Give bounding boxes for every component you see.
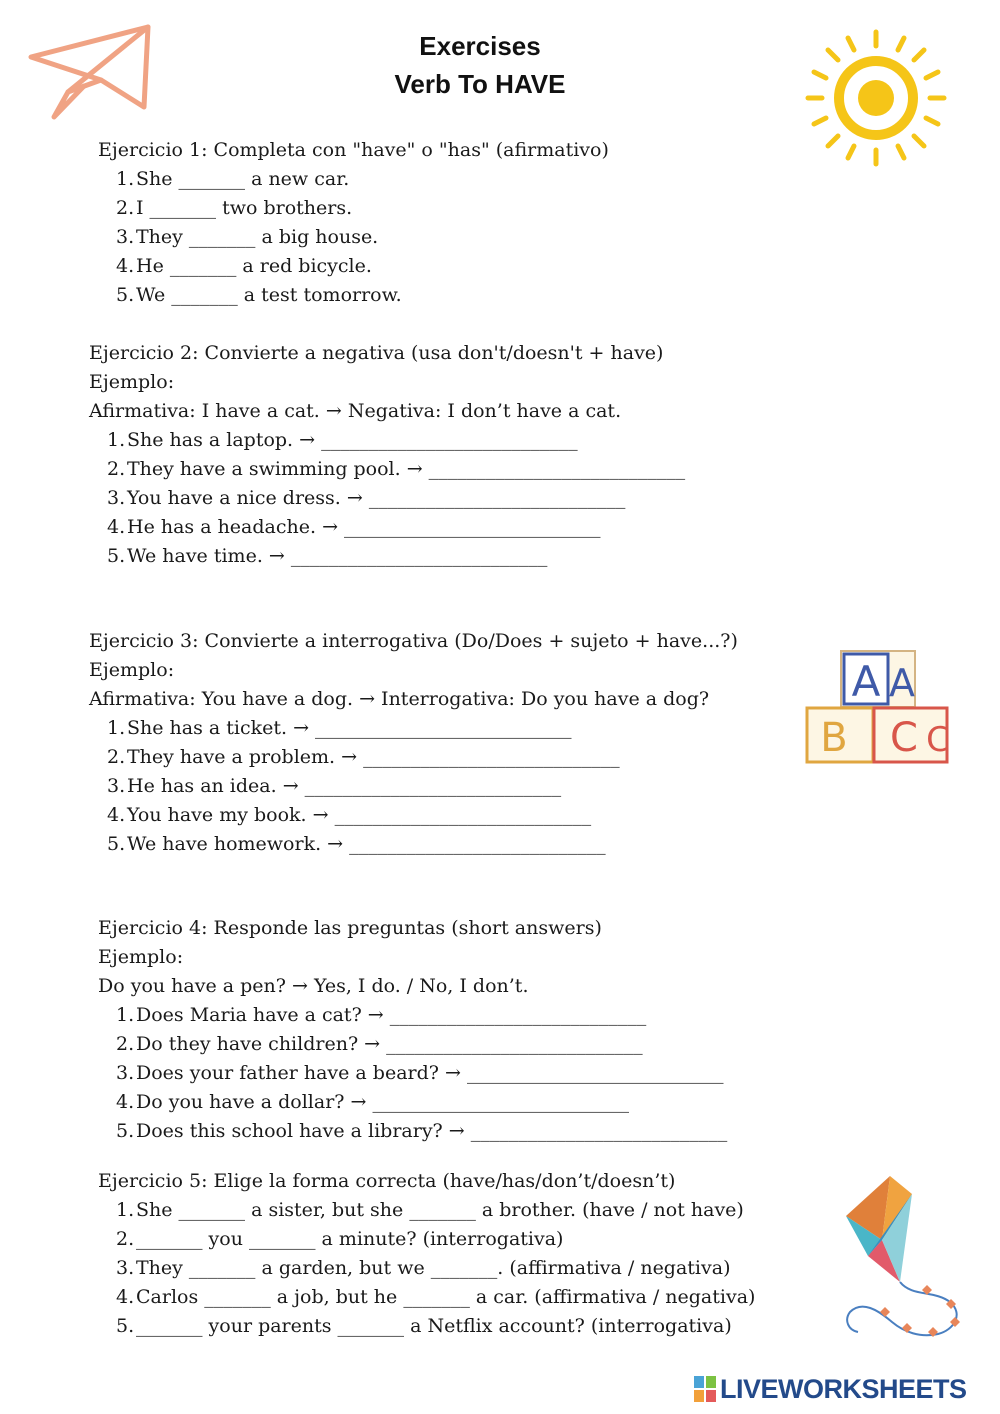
paper-plane-icon bbox=[26, 22, 156, 122]
block-letter: B bbox=[820, 715, 848, 761]
exercise-heading: Ejercicio 3: Convierte a interrogativa (Do/Does + sujeto + have...?) bbox=[89, 630, 738, 652]
list-item: 1.She has a ticket. → ___________________________ bbox=[107, 717, 572, 739]
list-item: 1.She has a laptop. → ___________________________ bbox=[107, 429, 578, 451]
list-item: 2.They have a swimming pool. → ___________________________ bbox=[107, 458, 686, 480]
exercise-1 bbox=[98, 136, 609, 310]
list-item: 3.You have a nice dress. → ___________________________ bbox=[107, 487, 626, 509]
sun-icon bbox=[804, 28, 949, 168]
list-item: 4.He has a headache. → ___________________________ bbox=[107, 516, 601, 538]
example-text: Do you have a pen? → Yes, I do. / No, I don’t. bbox=[98, 975, 529, 997]
logo-text: LIVEWORKSHEETS bbox=[720, 1373, 967, 1404]
list-item: 5._______ your parents _______ a Netflix account? (interrogativa) bbox=[116, 1315, 732, 1337]
list-item: 1.Does Maria have a cat? → ___________________________ bbox=[116, 1004, 647, 1026]
page-subtitle: Verb To HAVE bbox=[394, 69, 566, 99]
liveworksheets-logo bbox=[694, 1374, 967, 1404]
exercise-heading: Ejercicio 2: Convierte a negativa (usa don't/doesn't + have) bbox=[89, 342, 664, 364]
page-title: Exercises bbox=[419, 31, 541, 61]
list-item: 2.I _______ two brothers. bbox=[116, 197, 353, 219]
list-item: 5.Does this school have a library? → ___________________________ bbox=[116, 1120, 728, 1142]
list-item: 5.We have homework. → ___________________________ bbox=[107, 833, 606, 855]
list-item: 1.She _______ a new car. bbox=[116, 168, 350, 190]
example-label: Ejemplo: bbox=[98, 946, 184, 968]
list-item: 5.We have time. → ___________________________ bbox=[107, 545, 548, 567]
block-letter: A bbox=[851, 657, 881, 706]
block-letter: C bbox=[926, 720, 950, 760]
list-item: 4.Do you have a dollar? → ___________________________ bbox=[116, 1091, 629, 1113]
logo-badge-icon bbox=[694, 1376, 716, 1402]
list-item: 2._______ you _______ a minute? (interrogativa) bbox=[116, 1228, 564, 1250]
exercise-5 bbox=[98, 1167, 755, 1341]
list-item: 2.They have a problem. → ___________________________ bbox=[107, 746, 620, 768]
exercise-heading: Ejercicio 1: Completa con "have" o "has" (afirmativo) bbox=[98, 139, 609, 161]
example-text: Afirmativa: I have a cat. → Negativa: I don’t have a cat. bbox=[89, 400, 622, 422]
abc-blocks-icon bbox=[804, 648, 950, 766]
example-label: Ejemplo: bbox=[89, 371, 175, 393]
example-text: Afirmativa: You have a dog. → Interrogativa: Do you have a dog? bbox=[89, 688, 710, 710]
list-item: 3.They _______ a garden, but we _______. (affirmativa / negativa) bbox=[116, 1257, 731, 1279]
exercise-3 bbox=[89, 627, 738, 859]
example-label: Ejemplo: bbox=[89, 659, 175, 681]
list-item: 4.He _______ a red bicycle. bbox=[116, 255, 372, 277]
block-letter: C bbox=[890, 715, 918, 761]
list-item: 3.Does your father have a beard? → ___________________________ bbox=[116, 1062, 724, 1084]
list-item: 4.Carlos _______ a job, but he _______ a car. (affirmativa / negativa) bbox=[116, 1286, 756, 1308]
list-item: 3.He has an idea. → ___________________________ bbox=[107, 775, 562, 797]
exercise-4 bbox=[98, 914, 727, 1146]
list-item: 5.We _______ a test tomorrow. bbox=[116, 284, 402, 306]
list-item: 1.She _______ a sister, but she _______ a brother. (have / not have) bbox=[116, 1199, 744, 1221]
list-item: 4.You have my book. → ___________________________ bbox=[107, 804, 592, 826]
block-letter: A bbox=[889, 661, 915, 705]
exercise-heading: Ejercicio 4: Responde las preguntas (short answers) bbox=[98, 917, 602, 939]
list-item: 2.Do they have children? → ___________________________ bbox=[116, 1033, 643, 1055]
exercise-2 bbox=[89, 339, 685, 571]
kite-icon bbox=[842, 1172, 966, 1348]
exercise-heading: Ejercicio 5: Elige la forma correcta (have/has/don’t/doesn’t) bbox=[98, 1170, 676, 1192]
list-item: 3.They _______ a big house. bbox=[116, 226, 379, 248]
